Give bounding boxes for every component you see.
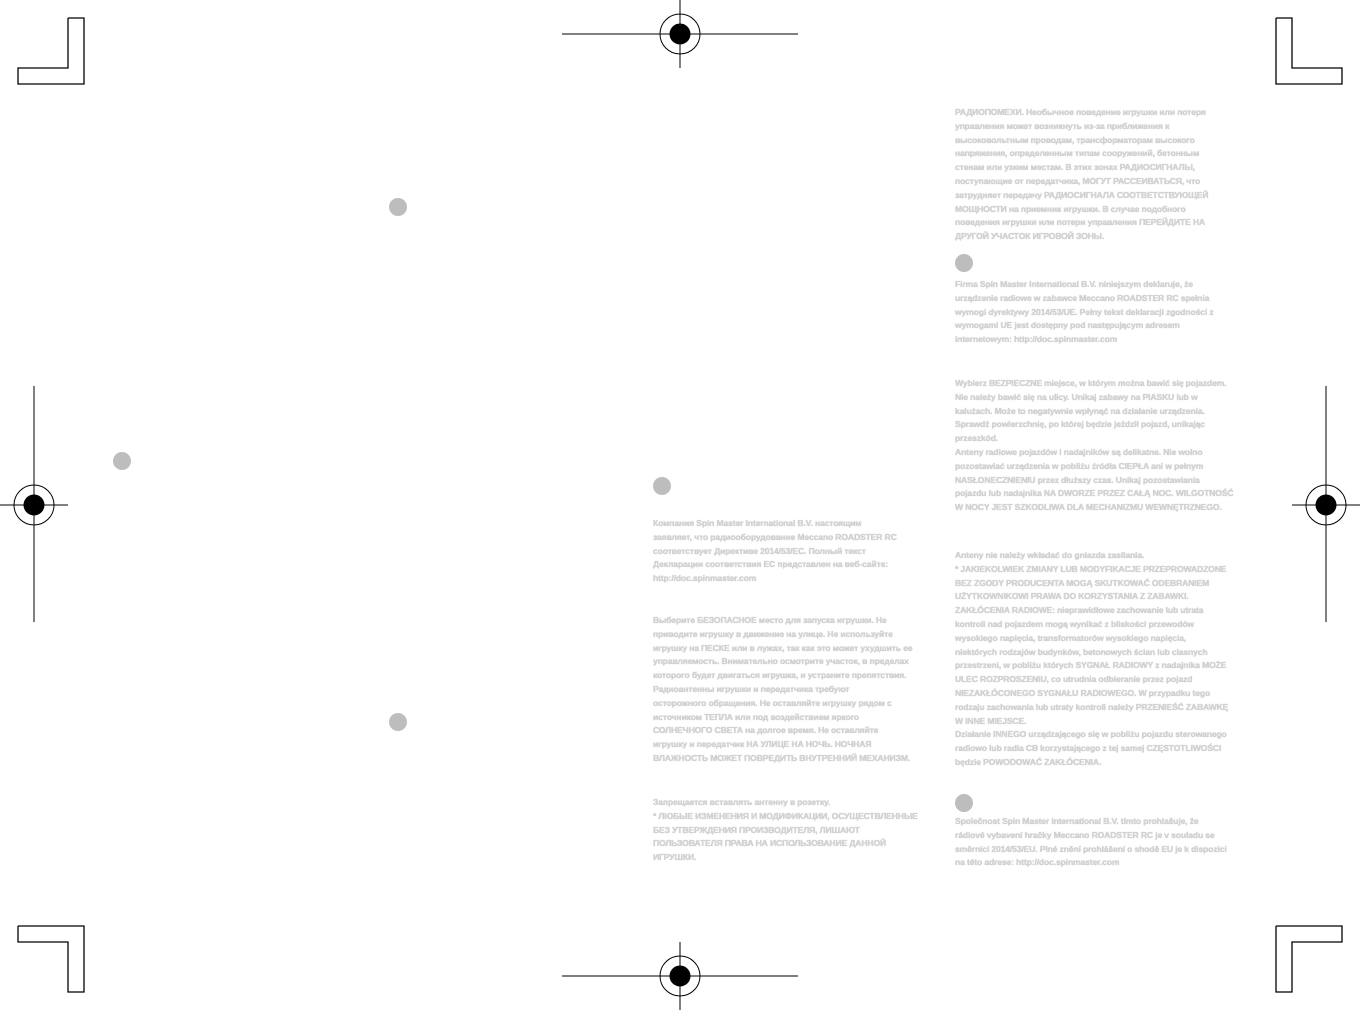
section-dot-icon [389,713,407,731]
crop-mark-icon [18,18,84,84]
registration-target-icon [1292,386,1360,622]
section-dot-icon [955,794,973,812]
ru-safety-text: Выберите БЕЗОПАСНОЕ место для запуска игрушки. Не приводите игрушку в движение на улице. Не используйте игрушку на ПЕСКЕ или в лужах, так как это может ухудшить ее управляемость. Внимательно осмотрите участок, в пределах которого будет двигаться игрушка, и устраните препятствия. Радиоантенны игрушки и передатчика требуют осторожного обращения. Не оставляйте игрушку рядом с источником ТЕПЛА или под воздействием яркого СОЛНЕЧНОГО СВЕТА на долгое время. Не оставляйте игрушку и передатчик НА УЛИЦЕ НА НОЧЬ. НОЧНАЯ ВЛАЖНОСТЬ МОЖЕТ ПОВРЕДИТЬ ВНУТРЕННИЙ МЕХАНИЗМ. [653,615,913,763]
crop-mark-icon [1276,18,1342,84]
pl-antenna-warning-text: Anteny nie należy wkładać do gniazda zasilania. * JAKIEKOLWIEK ZMIANY LUB MODYFIKACJE PRZEPROWADZONE BEZ ZGODY PRODUCENTA MOGĄ SKUTKOWAĆ ODEBRANIEM UŻYTKOWNIKOWI PRAWA DO KORZYSTANIA Z ZABAWKI. ZAKŁÓCENIA RADIOWE: nieprawidłowe zachowanie lub utrata kontroli nad pojazdem mogą wynikać z bliskości przewodów wysokiego napięcia, transformatorów wysokiego napięcia, niektórych rodzajów budynków, betonowych ścian lub ciasnych przestrzeni, w pobliżu których SYGNAŁ RADIOWY z nadajnika MOŻE ULEC ROZPROSZENIU, co utrudnia odbieranie przez pojazd NIEZAKŁÓCONEGO SYGNAŁU RADIOWEGO. W przypadku tego rodzaju zachowania lub utraty kontroli należy PRZENIEŚĆ ZABAWKĘ W INNE MIEJSCE. Działanie INNEGO urządzającego się w pobliżu pojazdu sterowanego radiowo lub radia CB korzystającego z tej samej CZĘSTOTLIWOŚCI będzie POWODOWAĆ ZAKŁÓCENIA. [955,550,1229,767]
registration-target-icon [562,0,798,68]
registration-target-icon [0,386,68,622]
ru-declaration-text: Компания Spin Master International B.V. настоящим заявляет, что радиооборудование Meccano ROADSTER RC соответствует Директиве 2014/53/ЕС. Полный текст Декларации соответствия ЕС представлен на веб-сайте: http://doc.spinmaster.com [653,518,897,584]
pl-declaration-text: Firma Spin Master International B.V. niniejszym deklaruje, że urządzenie radiowe w zabawce Meccano ROADSTER RC spełnia wymogi dyrektywy 2014/53/UE. Pełny tekst deklaracji zgodności z wymogami UE jest dostępny pod następującym adresem internetowym: http://doc.spinmaster.com [955,279,1214,345]
section-dot-icon [653,477,671,495]
ru-antenna-warning-text: Запрещается вставлять антенну в розетку. * ЛЮБЫЕ ИЗМЕНЕНИЯ И МОДИФИКАЦИИ, ОСУЩЕСТВЛЕННЫЕ БЕЗ УТВЕРЖДЕНИЯ ПРОИЗВОДИТЕЛЯ, ЛИШАЮТ ПОЛЬЗОВАТЕЛЯ ПРАВА НА ИСПОЛЬЗОВАНИЕ ДАННОЙ ИГРУШКИ. [653,797,918,863]
section-dot-icon [113,452,131,470]
section-dot-icon [955,254,973,272]
ru-radio-interference-text: РАДИОПОМЕХИ. Необычное поведение игрушки или потеря управления может возникнуть из-за приближения к высоковольтным проводам, трансформаторам высокого напряжения, определенным типам сооружений, бетонным стенам или узким местам. В этих зонах РАДИОСИГНАЛЫ, поступающие от передатчика, МОГУТ РАССЕИВАТЬСЯ, что затрудняет передачу РАДИОСИГНАЛА СООТВЕТСТВУЮЩЕЙ МОЩНОСТИ на приемник игрушки. В случае подобного поведения игрушки или потери управления ПЕРЕЙДИТЕ НА ДРУГОЙ УЧАСТОК ИГРОВОЙ ЗОНЫ. [955,107,1209,242]
section-dot-icon [389,198,407,216]
registration-target-icon [562,942,798,1010]
pl-safety-text: Wybierz BEZPIECZNE miejsce, w którym można bawić się pojazdem. Nie należy bawić się na ulicy. Unikaj zabawy na PIASKU lub w kałużach. Może to negatywnie wpłynąć na działanie urządzenia. Sprawdź powierzchnię, po której będzie jeździł pojazd, unikając przeszkód. Anteny radiowe pojazdów i nadajników są delikatne. Nie wolno pozostawiać urządzenia w pobliżu źródła CIEPŁA ani w pełnym NASŁONECZNIENIU przez dłuższy czas. Unikaj pozostawiania pojazdu lub nadajnika NA DWORZE PRZEZ CAŁĄ NOC. WILGOTNOŚĆ W NOCY JEST SZKODLIWA DLA MECHANIZMU WEWNĘTRZNEGO. [955,378,1234,513]
crop-mark-icon [1276,926,1342,992]
crop-mark-icon [18,926,84,992]
cz-declaration-text: Společnost Spin Master International B.V. tímto prohlašuje, že rádiové vybavení hračky Meccano ROADSTER RC je v souladu se směrnicí 2014/53/EU. Plné znění prohlášení o shodě EU je k dispozici na této adrese: http://doc.spinmaster.com [955,816,1227,868]
